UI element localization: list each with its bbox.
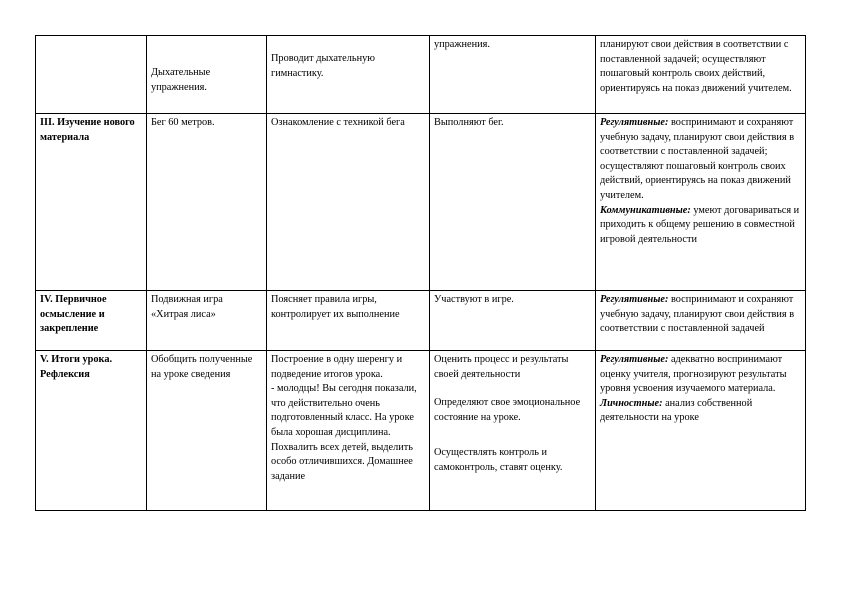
- table-row: [36, 36, 806, 114]
- personal-text: анализ собственной деятельности на уроке: [600, 397, 753, 424]
- student-activity-cell: Выполняют бег.: [430, 114, 596, 291]
- communicative-label: Коммуникативные:: [600, 204, 691, 216]
- lesson-plan-table: [35, 35, 806, 511]
- uud-cell: планируют свои действия в соответствии с поставленной задачей; осуществляют пошаговый контроль своих действий, ориентируясь на показ движений учителем.: [596, 36, 806, 114]
- content-cell: Подвижная игра «Хитрая лиса»: [147, 291, 267, 351]
- regulative-text: адекватно воспринимают оценку учителя, прогнозируют результаты уровня усвоения изучаемого материала.: [600, 354, 787, 395]
- personal-label: Личностные:: [600, 397, 663, 409]
- uud-cell: [596, 291, 806, 351]
- teacher-activity-text: Проводит дыхательную гимнастику.: [271, 53, 375, 79]
- student-activity-cell: [430, 351, 596, 511]
- stage-cell: [36, 36, 147, 114]
- table-row: [36, 351, 806, 511]
- student-activity-text: Определяют свое эмоциональное состояние на уроке.: [434, 397, 581, 423]
- stage-cell: III. Изучение нового материала: [36, 114, 147, 291]
- content-text: Дыхательные упражнения.: [151, 67, 211, 93]
- teacher-activity-cell: Ознакомление с техникой бега: [267, 114, 430, 291]
- regulative-text: воспринимают и сохраняют учебную задачу, планируют свои действия в соответствии с поставленной задачей; осуществляют пошаговый контроль своих действий, ориентируясь на показ движений учителем.: [600, 117, 795, 201]
- communicative-text: умеют договариваться и приходить к общему решению в совместной игровой деятельности: [600, 204, 800, 245]
- regulative-text: воспринимают и сохраняют учебную задачу, планируют свои действия в соответствии с поставленной задачей: [600, 294, 795, 335]
- stage-cell: V. Итоги урока. Рефлексия: [36, 351, 147, 511]
- regulative-label: Регулятивные:: [600, 294, 669, 305]
- teacher-activity-text: - молодцы! Вы сегодня показали, что действительно очень подготовленный класс. На уроке была хорошая дисциплина.: [271, 383, 417, 438]
- table-row: [36, 291, 806, 351]
- table-row: [36, 114, 806, 291]
- regulative-label: Регулятивные:: [600, 117, 669, 128]
- uud-cell: [596, 351, 806, 511]
- content-cell: Бег 60 метров.: [147, 114, 267, 291]
- student-activity-cell: Участвуют в игре.: [430, 291, 596, 351]
- teacher-activity-text: Построение в одну шеренгу и подведение итогов урока.: [271, 354, 403, 380]
- teacher-activity-cell: [267, 351, 430, 511]
- student-activity-cell: упражнения.: [430, 36, 596, 114]
- teacher-activity-cell: [267, 36, 430, 114]
- teacher-activity-cell: Поясняет правила игры, контролирует их выполнение: [267, 291, 430, 351]
- regulative-label: Регулятивные:: [600, 354, 669, 365]
- student-activity-text: Оценить процесс и результаты своей деятельности: [434, 354, 569, 380]
- content-cell: [147, 36, 267, 114]
- teacher-activity-text: Похвалить всех детей, выделить особо отличившихся. Домашнее задание: [271, 441, 413, 482]
- content-cell: Обобщить полученные на уроке сведения: [147, 351, 267, 511]
- student-activity-text: Осуществлять контроль и самоконтроль, ставят оценку.: [434, 447, 563, 473]
- uud-cell: [596, 114, 806, 291]
- stage-cell: IV. Первичное осмысление и закрепление: [36, 291, 147, 351]
